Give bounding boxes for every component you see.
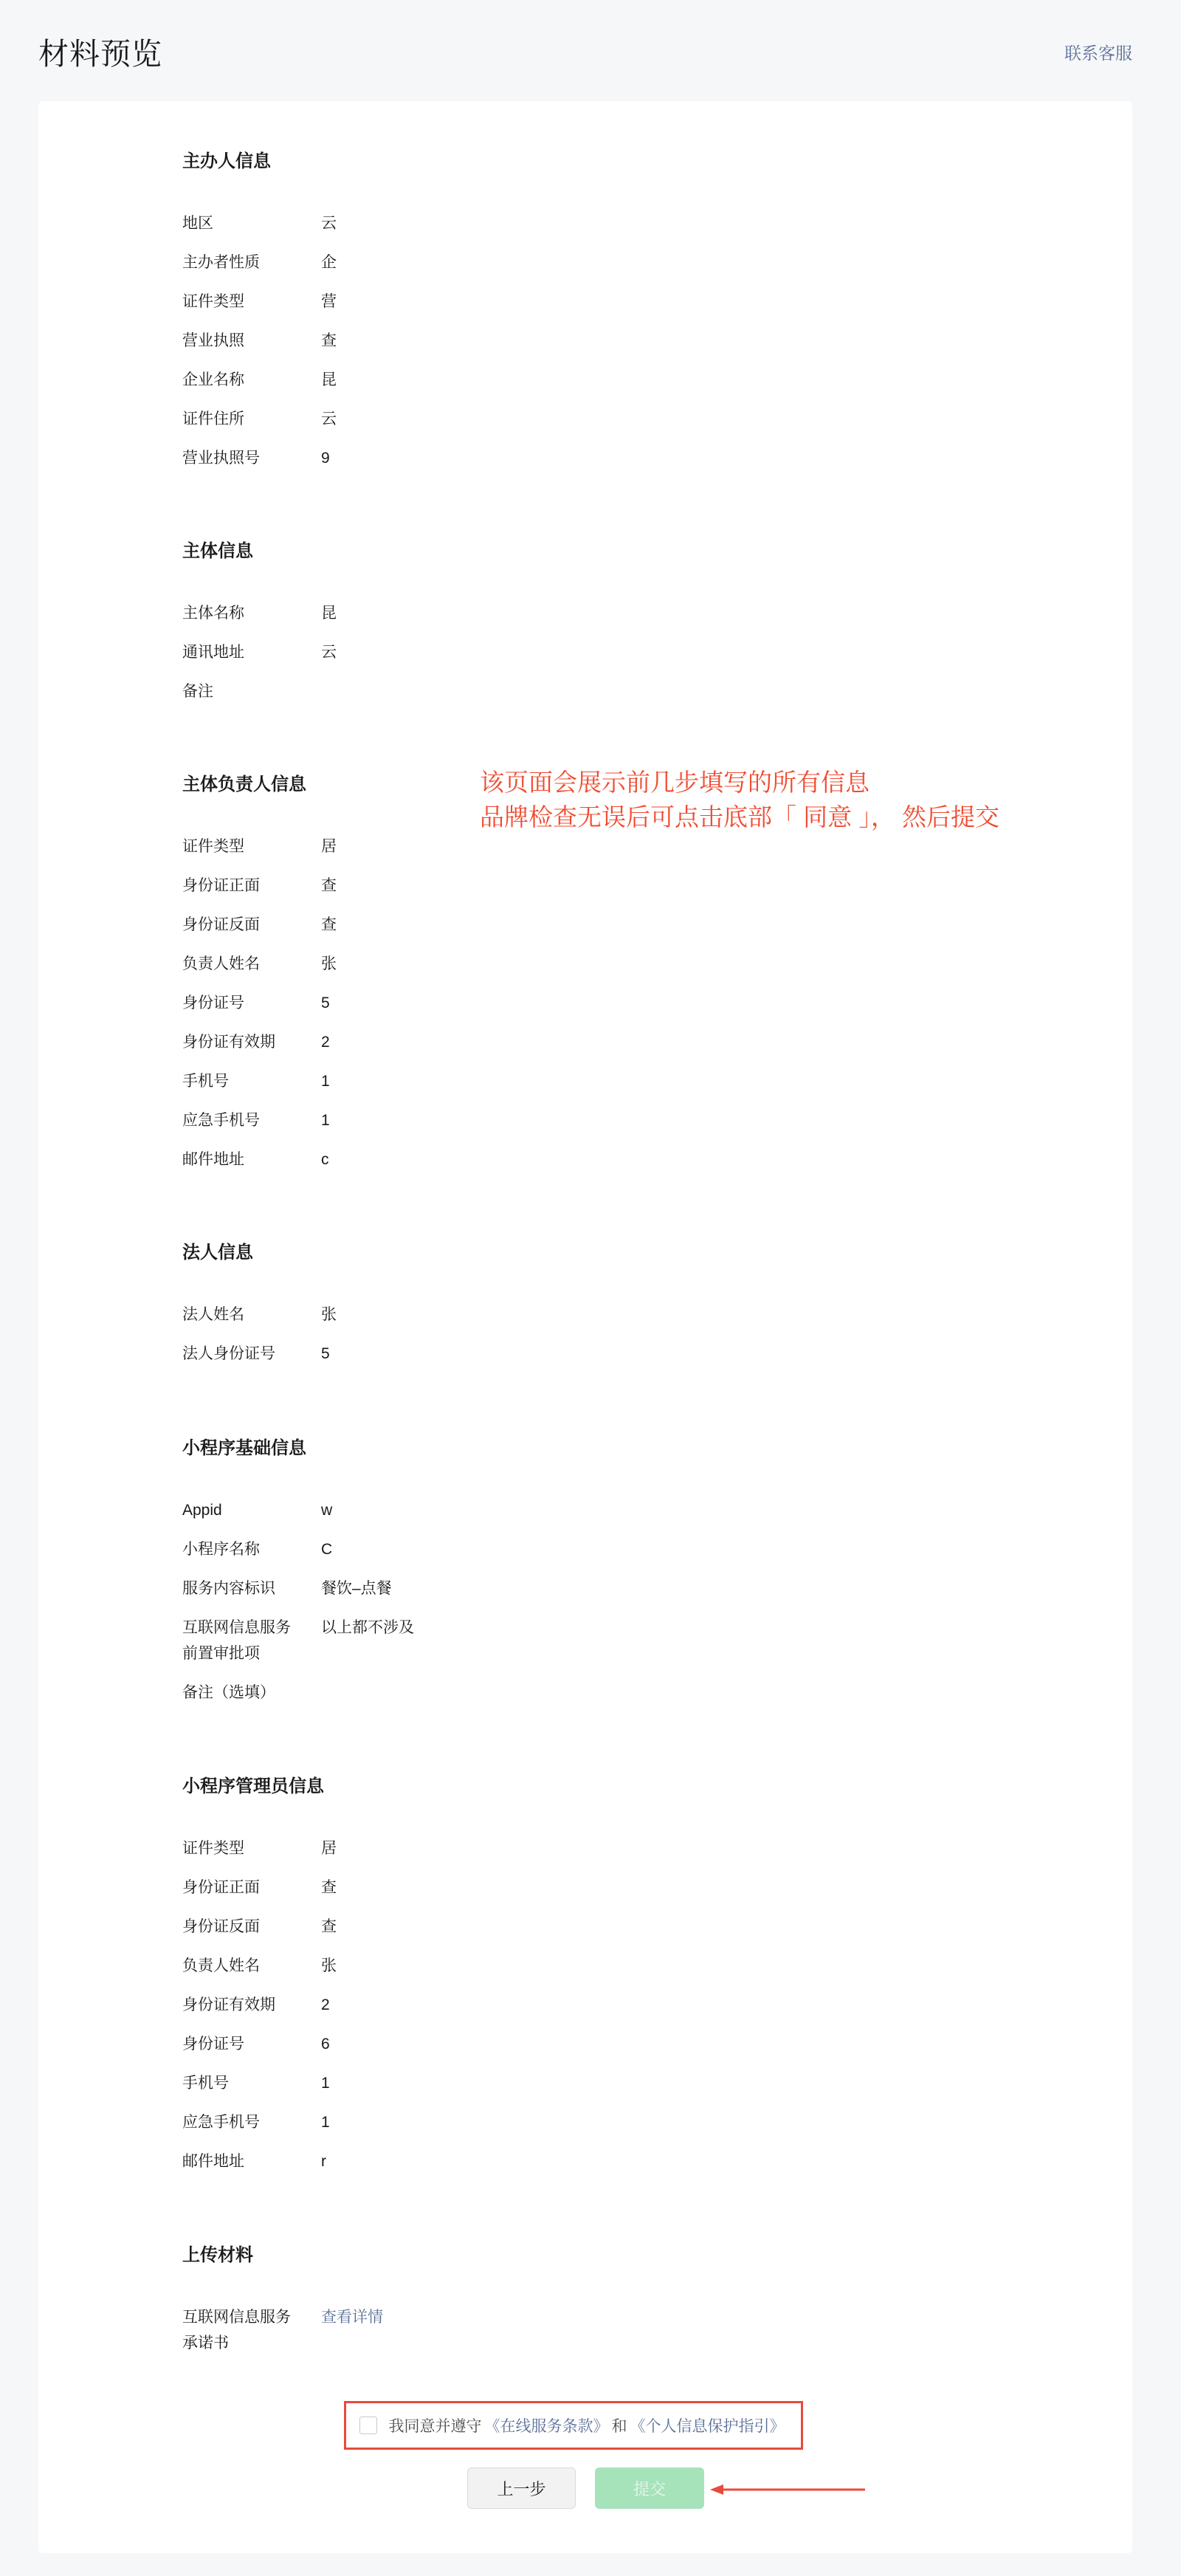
info-row bbox=[182, 2304, 847, 2369]
row-value: 6 bbox=[321, 2036, 330, 2053]
row-label: 营业执照号 bbox=[182, 450, 260, 467]
info-row bbox=[182, 445, 847, 484]
info-row bbox=[182, 1615, 847, 1680]
row-label: 身份证正面 bbox=[182, 1879, 260, 1896]
view-details-link[interactable]: 查看详情 bbox=[321, 2309, 383, 2326]
row-label: 应急手机号 bbox=[182, 1112, 260, 1129]
info-row bbox=[182, 250, 847, 289]
row-value: 1 bbox=[321, 1112, 330, 1129]
row-label: 互联网信息服务前置审批项 bbox=[182, 1619, 291, 1662]
page-title: 材料预览 bbox=[38, 37, 162, 71]
row-value: 2 bbox=[321, 1034, 330, 1051]
contact-support-link[interactable]: 联系客服 bbox=[1064, 44, 1132, 63]
info-row bbox=[182, 1576, 847, 1615]
row-value: r bbox=[321, 2153, 326, 2170]
row-value: 张 bbox=[321, 1957, 337, 1974]
info-row bbox=[182, 367, 847, 406]
row-value[interactable]: 查 bbox=[321, 1879, 337, 1896]
info-row bbox=[182, 1341, 847, 1380]
section-title: 小程序基础信息 bbox=[182, 1438, 306, 1458]
info-row bbox=[182, 1835, 847, 1875]
section-organizer-info bbox=[182, 147, 847, 484]
row-value[interactable]: 查 bbox=[321, 1918, 337, 1935]
row-label: 通讯地址 bbox=[182, 644, 244, 661]
info-row bbox=[182, 1497, 847, 1536]
info-row bbox=[182, 1680, 847, 1719]
row-label: 企业名称 bbox=[182, 371, 244, 388]
info-row bbox=[182, 1302, 847, 1341]
row-value: 2 bbox=[321, 1996, 330, 2013]
row-label: 身份证有效期 bbox=[182, 1034, 275, 1051]
section-title: 主体信息 bbox=[182, 541, 253, 561]
row-label: 法人身份证号 bbox=[182, 1345, 275, 1362]
row-value: 1 bbox=[321, 2114, 330, 2131]
prev-step-button[interactable]: 上一步 bbox=[467, 2467, 576, 2509]
info-row bbox=[182, 1147, 847, 1186]
row-label: 小程序名称 bbox=[182, 1541, 260, 1558]
row-label: 身份证号 bbox=[182, 2036, 244, 2053]
info-row bbox=[182, 1068, 847, 1107]
annotation-line-2: 品牌检查无误后可点击底部「 同意 」， 然后提交 bbox=[480, 803, 1000, 831]
row-value: 餐饮–点餐 bbox=[321, 1580, 392, 1597]
row-label: 主体名称 bbox=[182, 605, 244, 622]
row-label: 负责人姓名 bbox=[182, 955, 260, 972]
row-value[interactable]: 查 bbox=[321, 916, 337, 933]
row-value: 张 bbox=[321, 955, 337, 972]
row-label: 互联网信息服务承诺书 bbox=[182, 2309, 291, 2352]
row-value: 云 bbox=[321, 215, 337, 232]
info-row bbox=[182, 679, 847, 718]
info-row bbox=[182, 2149, 847, 2188]
row-value: 以上都不涉及 bbox=[321, 1619, 414, 1636]
section-miniprogram-basic-info bbox=[182, 1434, 847, 1719]
info-row bbox=[182, 2031, 847, 2070]
row-label: 身份证正面 bbox=[182, 877, 260, 894]
section-miniprogram-admin-info bbox=[182, 1772, 847, 2188]
info-row bbox=[182, 1107, 847, 1147]
row-value: 张 bbox=[321, 1306, 337, 1323]
row-label: 服务内容标识 bbox=[182, 1580, 275, 1597]
info-row bbox=[182, 834, 847, 873]
submit-button[interactable]: 提交 bbox=[595, 2467, 704, 2509]
section-entity-info bbox=[182, 537, 847, 718]
row-label: 营业执照 bbox=[182, 332, 244, 349]
row-label: 证件住所 bbox=[182, 411, 244, 427]
info-row bbox=[182, 210, 847, 250]
row-value: 5 bbox=[321, 995, 330, 1011]
row-label: 手机号 bbox=[182, 1073, 229, 1090]
row-value: 9 bbox=[321, 450, 330, 467]
row-label: 证件类型 bbox=[182, 1840, 244, 1857]
row-label: 备注（选填） bbox=[182, 1684, 275, 1701]
info-row bbox=[182, 1992, 847, 2031]
row-value: c bbox=[321, 1151, 329, 1168]
row-value: 营 bbox=[321, 293, 337, 310]
info-row bbox=[182, 406, 847, 445]
row-value[interactable]: 查 bbox=[321, 332, 337, 349]
section-legal-rep-info bbox=[182, 1238, 847, 1380]
info-row bbox=[182, 1914, 847, 1953]
section-title: 主办人信息 bbox=[182, 151, 271, 171]
info-row bbox=[182, 328, 847, 367]
row-label: 应急手机号 bbox=[182, 2114, 260, 2131]
agreement-checkbox[interactable] bbox=[359, 2417, 377, 2434]
row-label: 身份证反面 bbox=[182, 916, 260, 933]
section-title: 上传材料 bbox=[182, 2245, 253, 2265]
row-value: C bbox=[321, 1541, 333, 1558]
section-title: 法人信息 bbox=[182, 1243, 253, 1263]
section-uploaded-materials bbox=[182, 2241, 847, 2369]
row-value: 1 bbox=[321, 1073, 330, 1090]
row-label: 身份证反面 bbox=[182, 1918, 260, 1935]
section-title: 主体负责人信息 bbox=[182, 774, 306, 794]
row-value: 5 bbox=[321, 1345, 330, 1362]
row-label: 法人姓名 bbox=[182, 1306, 244, 1323]
info-row bbox=[182, 873, 847, 912]
row-label: 手机号 bbox=[182, 2075, 229, 2092]
row-label: 证件类型 bbox=[182, 293, 244, 310]
row-value: 云 bbox=[321, 644, 337, 661]
info-row bbox=[182, 912, 847, 951]
row-label: 身份证号 bbox=[182, 995, 244, 1011]
info-row bbox=[182, 1875, 847, 1914]
info-row bbox=[182, 600, 847, 639]
row-label: 证件类型 bbox=[182, 838, 244, 855]
info-row bbox=[182, 2109, 847, 2149]
info-row bbox=[182, 2070, 847, 2109]
row-value: 昆 bbox=[321, 371, 337, 388]
row-label: 身份证有效期 bbox=[182, 1996, 275, 2013]
info-row bbox=[182, 951, 847, 990]
row-value: w bbox=[321, 1502, 333, 1519]
info-row bbox=[182, 1029, 847, 1068]
annotation-arrow-icon bbox=[709, 2481, 867, 2498]
agreement-and: 和 bbox=[611, 2418, 627, 2435]
row-value: 云 bbox=[321, 411, 337, 427]
row-value: 1 bbox=[321, 2075, 330, 2092]
row-value: 居 bbox=[321, 838, 337, 855]
section-title: 小程序管理员信息 bbox=[182, 1776, 324, 1796]
annotation-line-1: 该页面会展示前几步填写的所有信息 bbox=[480, 769, 870, 796]
agreement-highlight-box bbox=[344, 2401, 803, 2450]
row-value: 居 bbox=[321, 1840, 337, 1857]
info-row bbox=[182, 1953, 847, 1992]
row-label: 负责人姓名 bbox=[182, 1957, 260, 1974]
terms-link[interactable]: 《在线服务条款》 bbox=[484, 2418, 609, 2435]
agreement-prefix: 我同意并遵守 bbox=[388, 2418, 482, 2435]
privacy-link[interactable]: 《个人信息保护指引》 bbox=[630, 2418, 785, 2435]
annotation-note bbox=[480, 765, 999, 834]
info-row bbox=[182, 990, 847, 1029]
row-label: Appid bbox=[182, 1502, 222, 1519]
info-row bbox=[182, 289, 847, 328]
row-label: 主办者性质 bbox=[182, 254, 260, 271]
row-label: 邮件地址 bbox=[182, 1151, 244, 1168]
row-label: 备注 bbox=[182, 683, 213, 700]
row-value: 企 bbox=[321, 254, 337, 271]
info-row bbox=[182, 639, 847, 679]
row-label: 地区 bbox=[182, 215, 213, 232]
row-label: 邮件地址 bbox=[182, 2153, 244, 2170]
row-value: 昆 bbox=[321, 605, 337, 622]
info-row bbox=[182, 1536, 847, 1576]
row-value[interactable]: 查 bbox=[321, 877, 337, 894]
